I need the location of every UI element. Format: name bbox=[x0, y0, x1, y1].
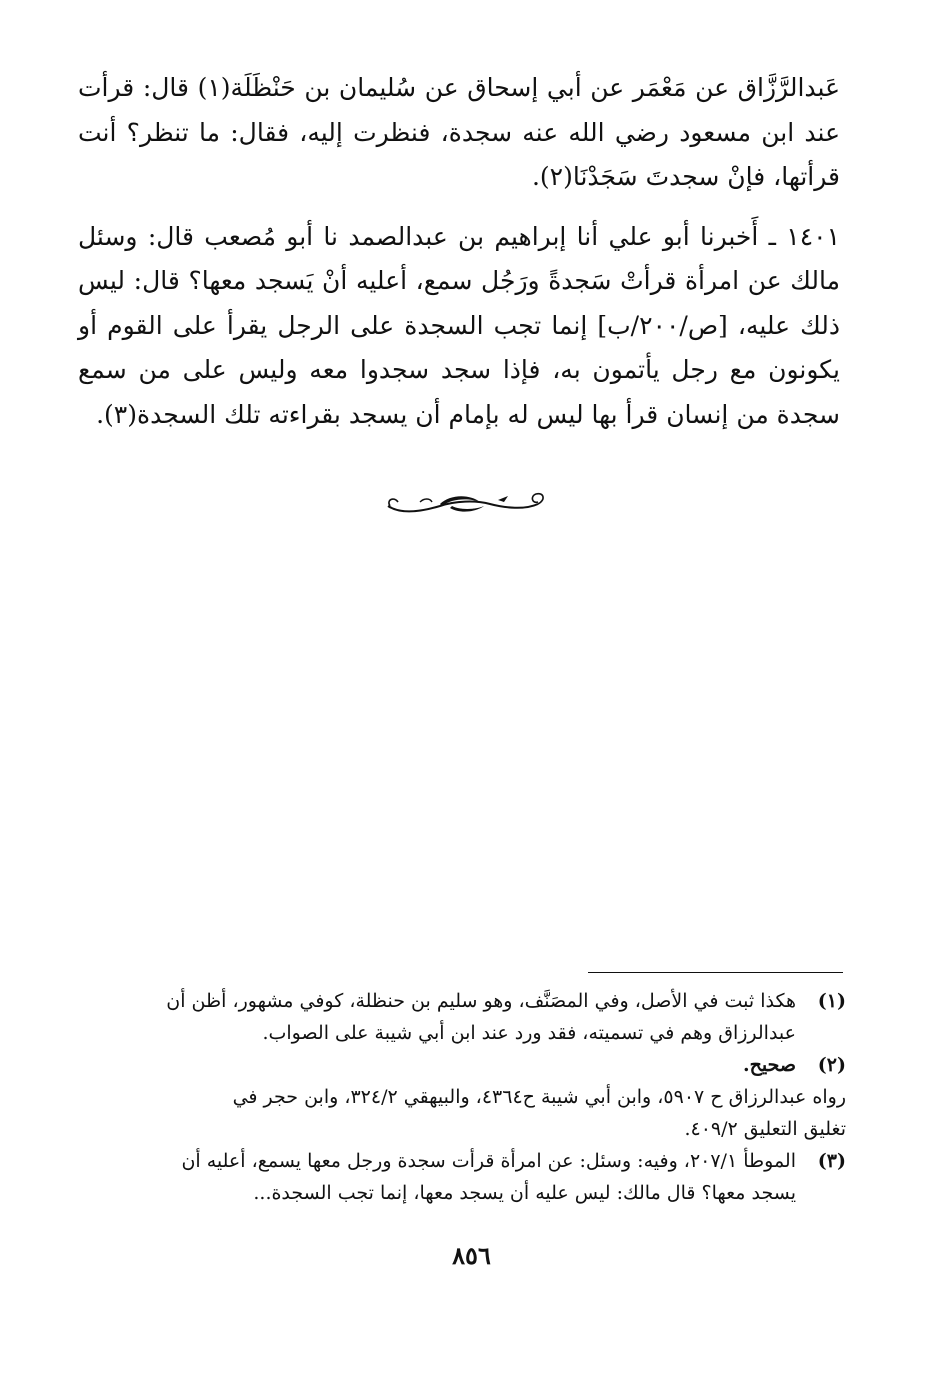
footnote-number: (٣) bbox=[817, 1150, 846, 1172]
text-line: رواه عبدالرزاق ح ٥٩٠٧، وابن أبي شيبة ح٤٣٦٤، والبيهقي ٣٢٤/٢، وابن حجر في bbox=[232, 1086, 846, 1108]
ornament-divider-icon bbox=[380, 484, 550, 524]
text-line: قال: ليس ذلك عليه، [ص/٢٠٠/ب] إنما تجب السجدة على الرجل يقرأ bbox=[78, 266, 841, 340]
text-line: تغليق التعليق ٤٠٩/٢. bbox=[684, 1118, 846, 1140]
text-line: عبدالرزاق وهم في تسميته، فقد ورد عند ابن أبي شيبة على الصواب. bbox=[262, 1022, 796, 1044]
footnote-1 bbox=[86, 985, 846, 1049]
text-line: على القوم أو يكونون مع رجل يأتمون به، فإذا سجد سجدوا معه وليس bbox=[78, 310, 841, 384]
text-line: عند ابن مسعود رضي الله عنه سجدة، فنظرت إليه، فقال: ما تنظر؟ أنت bbox=[78, 117, 840, 147]
footnotes bbox=[86, 985, 846, 1209]
paragraph-1 bbox=[78, 66, 840, 200]
footnote-number: (١) bbox=[817, 990, 846, 1012]
footnote-text bbox=[86, 1145, 796, 1209]
text-line: السجدة(٣). bbox=[96, 399, 217, 429]
footnote-separator bbox=[588, 972, 843, 973]
text-line: هكذا ثبت في الأصل، وفي المصَنَّف، وهو سليم بن حنظلة، كوفي مشهور، أظن أن bbox=[166, 990, 796, 1012]
text-line: الموطأ ٢٠٧/١، وفيه: وسئل: عن امرأة قرأت سجدة ورجل معها يسمع، أعليه أن bbox=[181, 1150, 796, 1172]
main-text bbox=[78, 66, 840, 437]
footnote-3 bbox=[86, 1145, 846, 1209]
footnote-heading: صحيح. bbox=[742, 1054, 796, 1076]
text-line: على من سمع سجدة من إنسان قرأ بها ليس له بإمام أن يسجد بقراءته تلك bbox=[78, 355, 840, 429]
text-line: وسئل مالك عن امرأة قرأتْ سَجدةً ورَجُل سمع، أعليه أنْ يَسجد معها؟ bbox=[78, 221, 841, 295]
text-line: عَبدالرَّزَّاق عن مَعْمَر عن أبي إسحاق عن سُليمان بن حَنْظَلَة(١) قال: قرأت bbox=[78, 73, 840, 102]
footnote-text bbox=[86, 985, 796, 1049]
footnote-number: (٢) bbox=[817, 1054, 846, 1076]
text-line: قرأتها، فإنْ سجدتَ سَجَدْنَا(٢). bbox=[531, 162, 840, 191]
paragraph-2-hadith-1401 bbox=[78, 215, 840, 438]
page-number: ٨٥٦ bbox=[452, 1241, 491, 1270]
text-line: يسجد معها؟ قال مالك: ليس عليه أن يسجد معها، إنما تجب السجدة... bbox=[253, 1182, 796, 1204]
footnote-2 bbox=[86, 1049, 846, 1081]
footnote-2-body bbox=[86, 1081, 846, 1145]
text-line: ١٤٠١ ـ أَخبرنا أبو علي أنا إبراهيم بن عبدالصمد نا أبو مُصعب قال: bbox=[147, 221, 841, 251]
